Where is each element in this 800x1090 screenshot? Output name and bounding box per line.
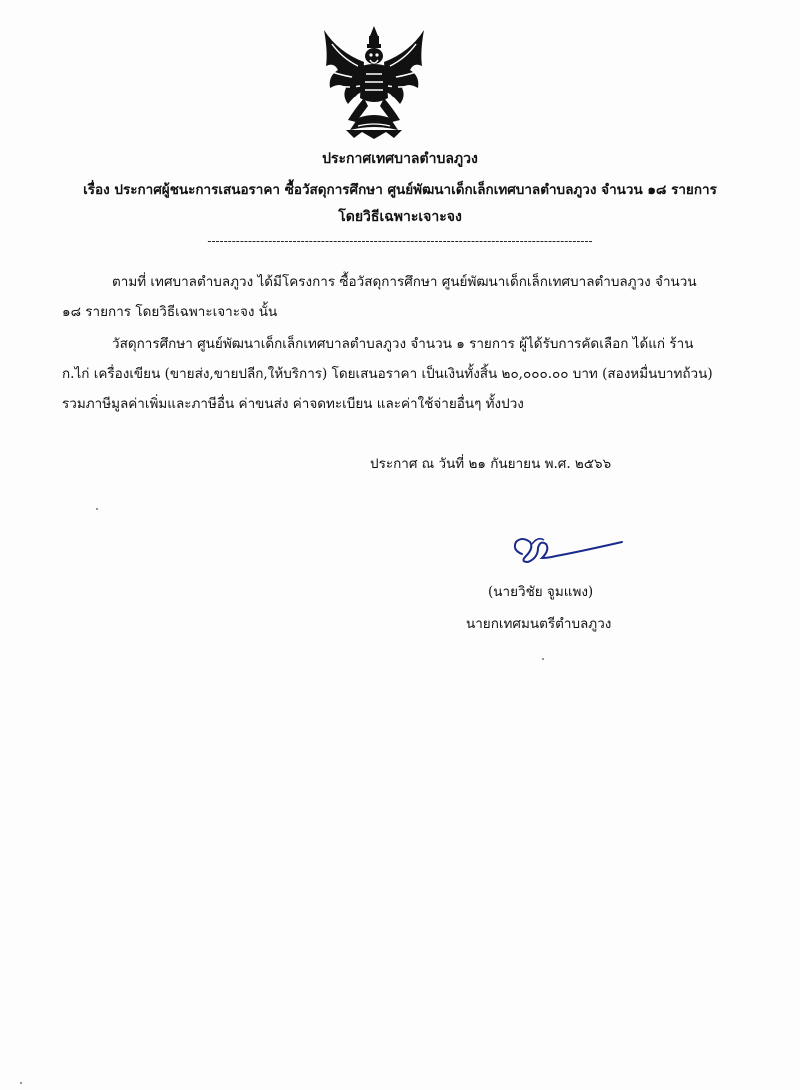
paragraph-2-line-3: รวมภาษีมูลค่าเพิ่มและภาษีอื่น ค่าขนส่ง ค่าจดทะเบียน และค่าใช้จ่ายอื่นๆ ทั้งปวง [62,396,524,412]
paragraph-1-line-1: ตามที่ เทศบาลตำบลภูวง ได้มีโครงการ ซื้อวัสดุการศึกษา ศูนย์พัฒนาเด็กเล็กเทศบาลตำบลภูวง จำนวน [112,274,697,290]
scan-speck [20,1082,22,1084]
signer-name: (นายวิชัย จูมแพง) [488,584,594,600]
scan-speck [542,658,544,660]
signer-position: นายกเทศมนตรีตำบลภูวง [466,616,612,632]
paragraph-2-line-2: ก.ไก่ เครื่องเขียน (ขายส่ง,ขายปลีก,ให้บริการ) โดยเสนอราคา เป็นเงินทั้งสิ้น ๒๐,๐๐๐.๐๐ บาท (สองหมื่นบาทถ้วน) [62,366,713,382]
divider-line: ----------------------------------------------------------------------------------------------- [207,234,593,248]
procurement-method: โดยวิธีเฉพาะเจาะจง [338,209,462,225]
document-title: ประกาศเทศบาลตำบลภูวง [322,151,478,167]
announcement-date: ประกาศ ณ วันที่ ๒๑ กันยายน พ.ศ. ๒๕๖๖ [370,456,612,472]
paragraph-1-line-2: ๑๘ รายการ โดยวิธีเฉพาะเจาะจง นั้น [62,304,278,320]
garuda-emblem-icon [318,22,430,140]
document-subject: เรื่อง ประกาศผู้ชนะการเสนอราคา ซื้อวัสดุการศึกษา ศูนย์พัฒนาเด็กเล็กเทศบาลตำบลภูวง จำนวน ๑๘ รายการ [83,182,717,198]
scan-speck [96,508,98,510]
signature-icon [508,528,628,572]
paragraph-2-line-1: วัสดุการศึกษา ศูนย์พัฒนาเด็กเล็กเทศบาลตำบลภูวง จำนวน ๑ รายการ ผู้ได้รับการคัดเลือก ได้แก่ ร้าน [112,336,694,352]
